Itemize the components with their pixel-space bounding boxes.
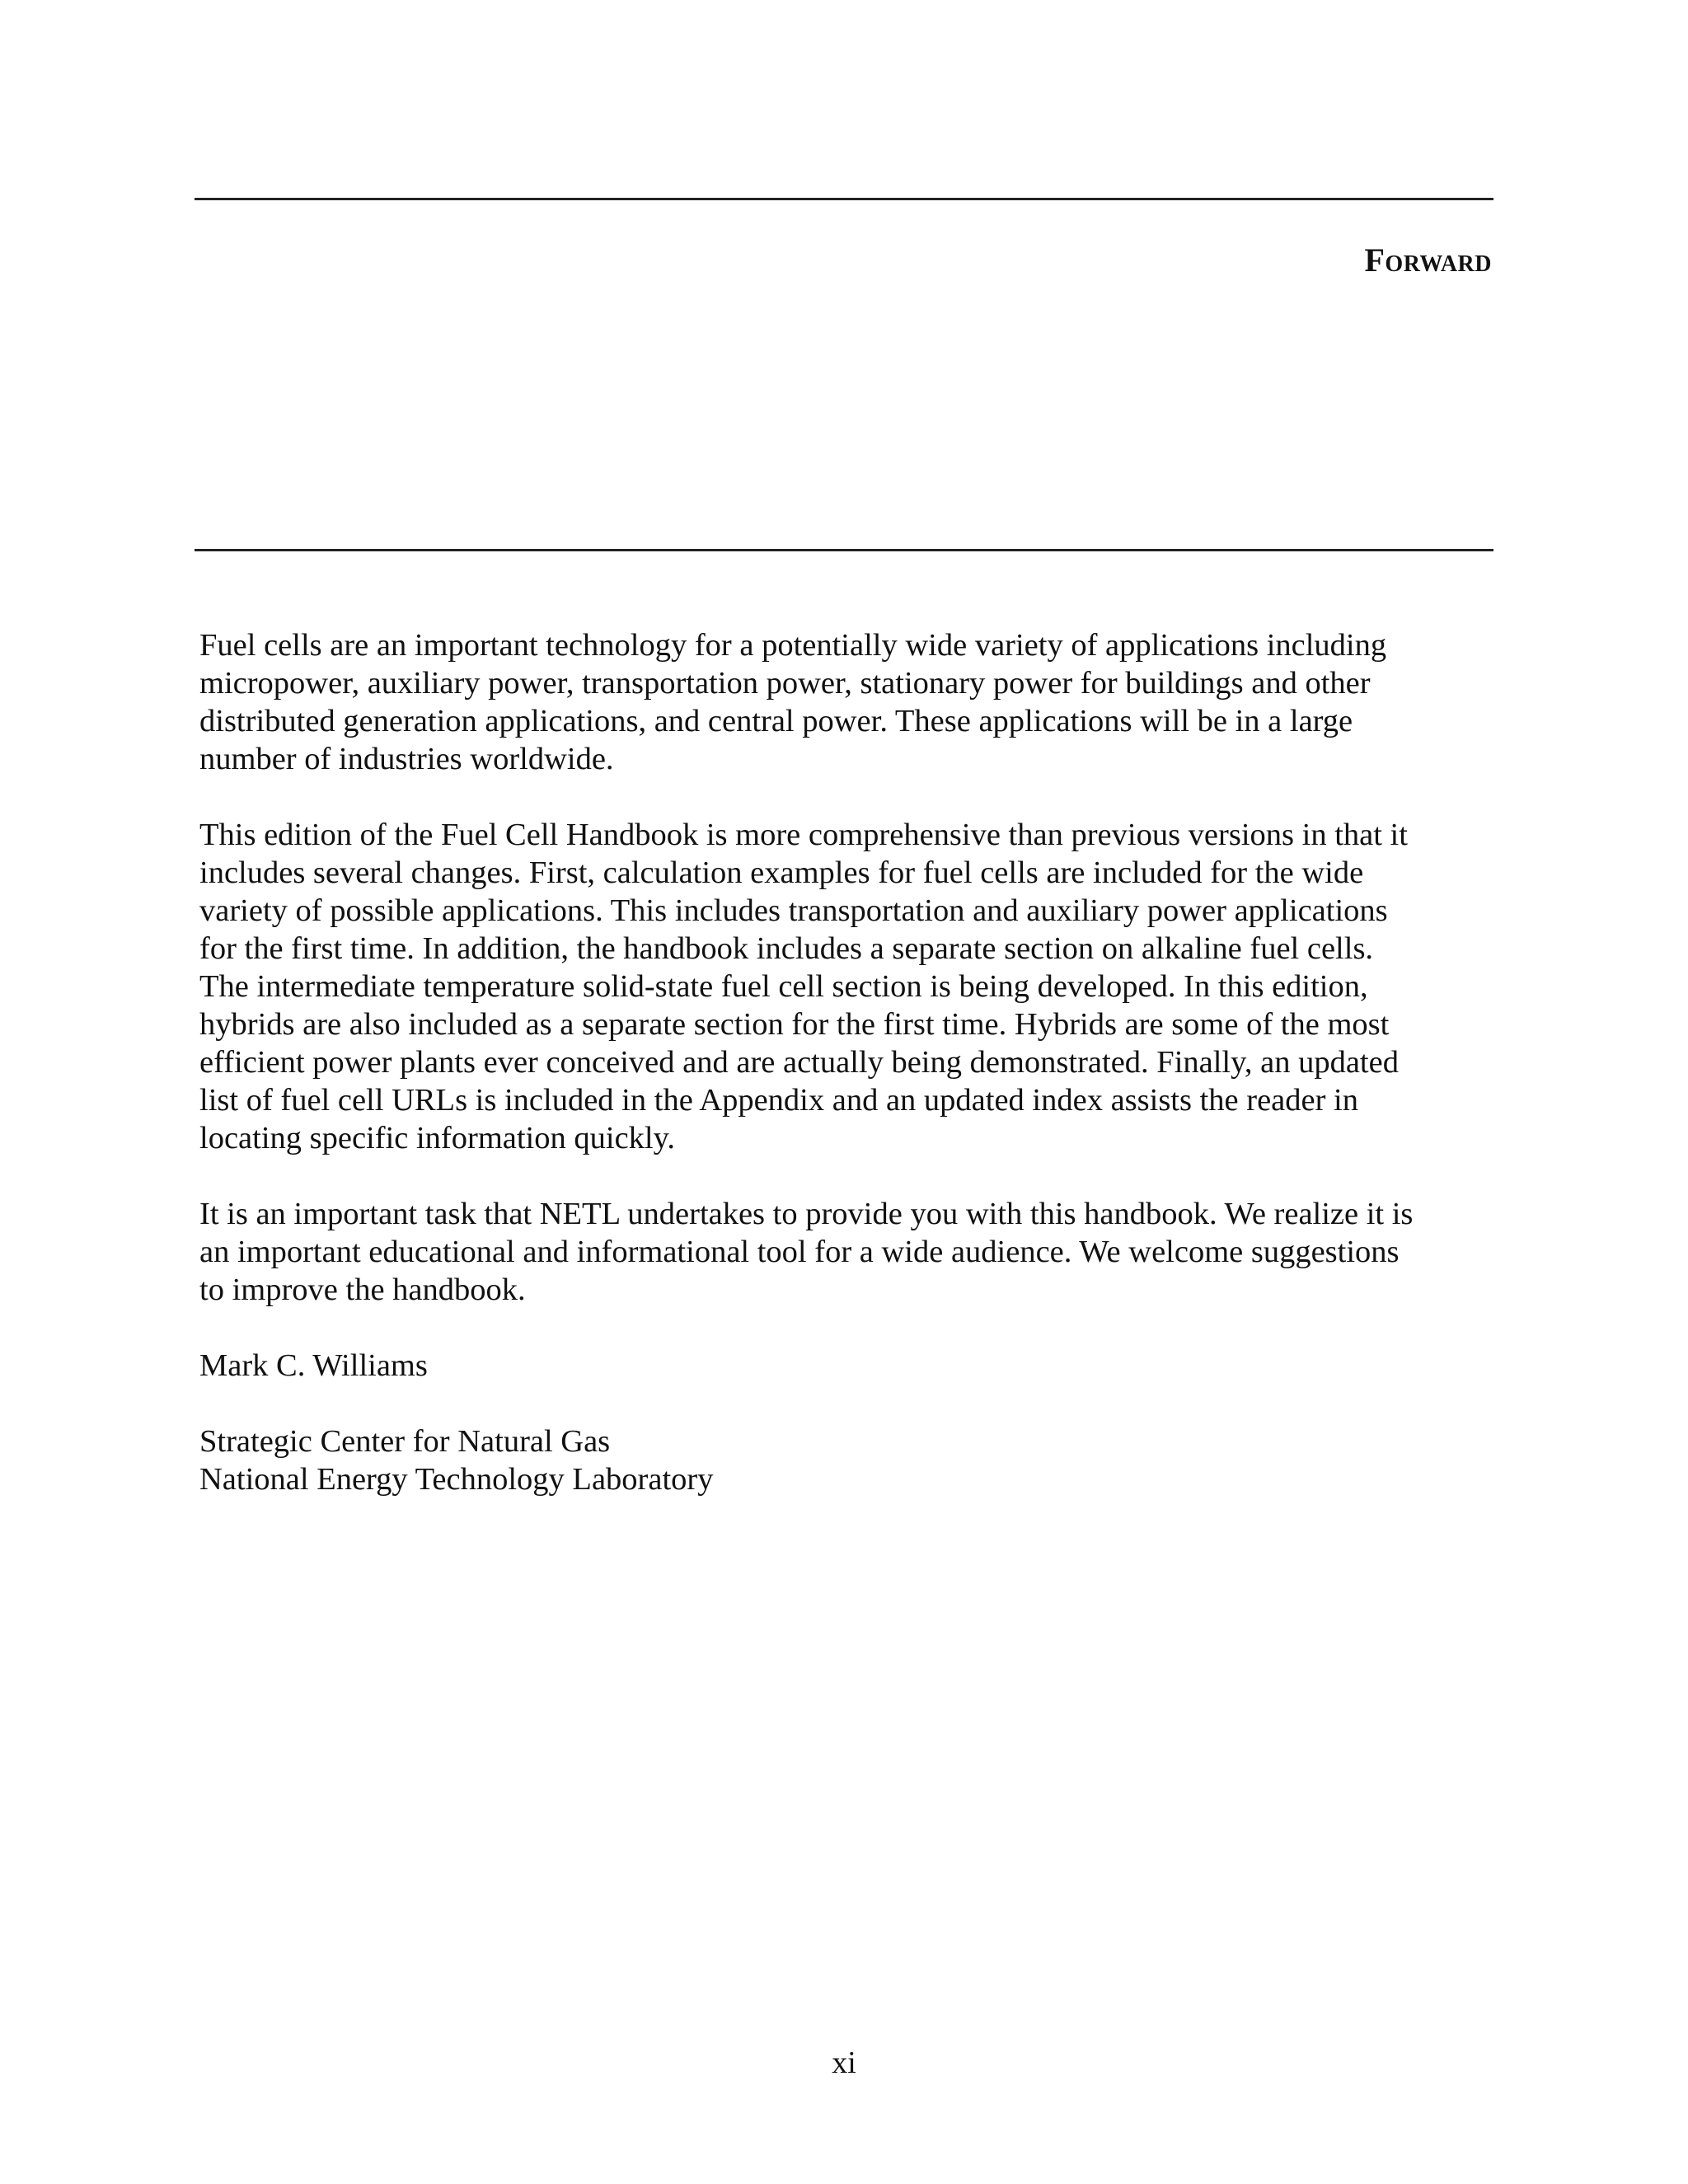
signature-name: Mark C. Williams — [199, 1348, 428, 1383]
body-text — [199, 626, 1502, 1498]
page-number: xi — [832, 2046, 856, 2080]
header-rule-bottom — [195, 549, 1493, 551]
section-heading: Forward — [1364, 241, 1492, 279]
paragraph-intro: Fuel cells are an important technology for a potentially wide variety of applications including micropower, auxiliary power, transportation power, stationary power for buildings and other distributed generation applications, and central power. These applications will be in a large number of industries worldwide. — [199, 628, 1387, 776]
paragraph-netl: It is an important task that NETL undertakes to provide you with this handbook. We realize it is an important educational and informational tool for a wide audience. We welcome suggestions to improve the handbook. — [199, 1197, 1414, 1307]
header-rule-top — [195, 198, 1493, 200]
paragraph-edition: This edition of the Fuel Cell Handbook is more comprehensive than previous versions in that it includes several changes. First, calculation examples for fuel cells are included for the wide variety of possible applications. This includes transportation and auxiliary power applications for the first time. In addition, the handbook includes a separate section on alkaline fuel cells. The intermediate temperature solid-state fuel cell section is being developed. In this edition, hybrids are also included as a separate section for the first time. Hybrids are some of the most efficient power plants ever conceived and are actually being demonstrated. Finally, an updated list of fuel cell URLs is included in the Appendix and an updated index assists the reader in locating specific information quickly. — [199, 818, 1408, 1155]
signature-affiliation: Strategic Center for Natural Gas National Energy Technology Laboratory — [199, 1424, 714, 1497]
